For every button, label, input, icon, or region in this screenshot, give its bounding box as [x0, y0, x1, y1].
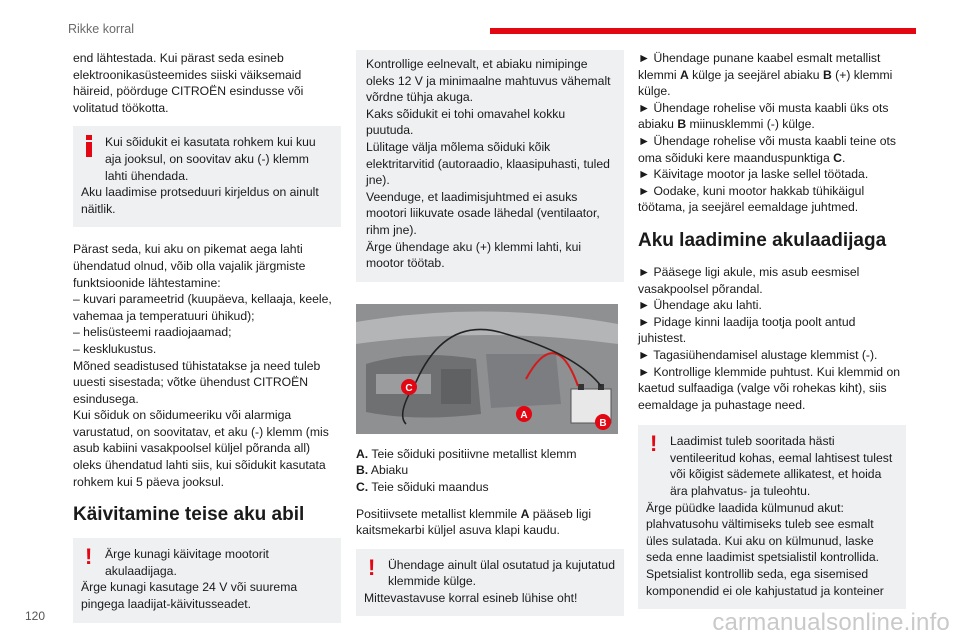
note-text: Kontrollige eelnevalt, et abiaku nimipinge oleks 12 V ja minimaalne mahtuvus vähemalt võrdne tühja akuga.	[366, 57, 611, 105]
note-text: Lülitage välja mõlema sõiduki kõik elektritarvitid (autoraadio, klaasipuhasti, tuled jne).	[366, 139, 610, 188]
info-text: Kui sõidukit ei kasutata rohkem kui kuu aja jooksul, on soovitav aku (-) klemm lahti ühendada.	[105, 135, 316, 183]
label-b: B	[599, 417, 607, 429]
warning-icon: !	[368, 554, 376, 580]
step-item: ► Pidage kinni laadija tootja poolt antud juhistest.	[638, 314, 856, 346]
watermark: carmanualsonline.info	[712, 609, 950, 636]
info-text: Aku laadimise protseduuri kirjeldus on ainult näitlik.	[81, 185, 319, 216]
jump-start-illustration	[356, 304, 618, 434]
warning-text: Ärge kunagi kasutage 24 V või suurema pingega laadijat-käivitusseadet.	[81, 580, 298, 612]
note-text: Ärge ühendage aku (+) klemmi lahti, kui mootor töötab.	[366, 239, 582, 271]
list-item: – helisüsteemi raadiojaamad;	[73, 325, 232, 340]
warning-box	[356, 549, 624, 617]
column-3	[638, 50, 906, 623]
warning-text: Ühendage ainult ülal osutatud ja kujutatud klemmide külge.	[388, 557, 615, 589]
header-accent-bar	[490, 28, 916, 34]
step-item: ► Ühendage rohelise või musta kaabli üks ots abiaku B miinusklemmi (-) külge.	[638, 100, 889, 132]
paragraph-group	[73, 241, 341, 490]
note-text: Veenduge, et laadimisjuhtmed ei asuks mootori liikuvate osade lähedal (ventilaator, rihm jne).	[366, 189, 600, 237]
figure-legend	[356, 446, 624, 496]
step-item: ► Ühendage rohelise või musta kaabli teine ots oma sõiduki kere maanduspunktiga C.	[638, 133, 896, 165]
warning-icon: !	[650, 431, 658, 457]
legend-item: C. Teie sõiduki maandus	[356, 479, 489, 494]
list-item: – kesklukustus.	[73, 341, 157, 356]
step-item: ► Ühendage punane kaabel esmalt metallist klemmi A külge ja seejärel abiaku B (+) klemmi külge.	[638, 51, 893, 99]
section-heading: Aku laadimine akulaadijaga	[638, 229, 887, 251]
warning-text: Ärge kunagi käivitage mootorit akulaadijaga.	[105, 547, 269, 578]
step-list	[638, 264, 906, 413]
warning-icon: !	[85, 544, 93, 570]
note-text: Kaks sõidukit ei tohi omavahel kokku puutuda.	[366, 106, 566, 138]
column-2	[356, 50, 624, 630]
engine-bay-drawing	[356, 304, 618, 434]
label-c: C	[405, 382, 413, 394]
step-list	[638, 50, 906, 216]
paragraph: Mõned seadistused tühistatakse ja need tuleb uuesti sisestada; võtke ühendust CITROËN esindusega.	[73, 358, 321, 406]
label-a: A	[520, 409, 528, 421]
step-item: ► Käivitage mootor ja laske sellel töötada.	[638, 167, 869, 182]
paragraph: end lähtestada. Kui pärast seda esineb elektroonikasüsteemides siiski väiksemaid häireid, pöörduge CITROËN esindusse või volitatud töökotta.	[73, 51, 304, 115]
paragraph: Kui sõiduk on sõidumeeriku või alarmiga varustatud, on soovitatav, et aku (-) klemm (mis asub kabiini vasakpoolsel küljel põranda all) oleks ühendatud lahti siis, kui sõidukit kasutata rohkem kui 5 päeva jooksul.	[73, 408, 329, 489]
legend-item: A. Teie sõiduki positiivne metallist klemm	[356, 446, 577, 461]
info-icon	[85, 135, 93, 157]
section-heading: Käivitamine teise aku abil	[73, 504, 305, 526]
warning-text: Mittevastavuse korral esineb lühise oht!	[364, 590, 578, 605]
warning-text: Laadimist tuleb sooritada hästi ventileeritud kohas, eemal lahtisest tulest või kõigist sädemete allikatest, et hoida ära plahvatus- ja tuleohtu.	[670, 434, 893, 499]
step-item: ► Pääsege ligi akule, mis asub eesmisel vasakpoolsel põrandal.	[638, 264, 860, 296]
step-item: ► Kontrollige klemmide puhtust. Kui klemmid on kaetud sulfaadiga (valge või rohekas kiht), siis eemaldage ja puhastage need.	[638, 364, 901, 412]
step-item: ► Tagasiühendamisel alustage klemmist (-).	[638, 347, 878, 362]
paragraph: Pärast seda, kui aku on pikemat aega lahti ühendatud olnud, võib olla vajalik järgmiste funktsioonide lähtestamine:	[73, 242, 306, 290]
paragraph: Positiivsete metallist klemmile A pääseb ligi kaitsmekarbi küljel asuva klapi kaudu.	[356, 506, 592, 538]
column-1	[73, 50, 341, 637]
warning-text: Ärge püüdke laadida külmunud akut: plahvatusohu vältimiseks tuleb see esmalt üles sulatada. Kui aku on külmunud, laske seda enne laadimist spetsialistil kontrollida. Spetsialist kontrollib seda, ega sisemised komponendid ei ole kahjustatud ja konteiner	[646, 500, 884, 598]
info-box	[73, 126, 341, 227]
legend-item: B. Abiaku	[356, 463, 409, 478]
note-box	[356, 50, 624, 282]
page-number: 120	[25, 609, 46, 623]
header-title: Rikke korral	[68, 22, 134, 36]
list-item: – kuvari parameetrid (kuupäeva, kellaaja, keele, vahemaa ja temperatuuri ühikud);	[73, 292, 332, 323]
warning-box	[638, 425, 906, 609]
step-item: ► Oodake, kuni mootor hakkab tühikäigul töötama, ja seejärel eemaldage juhtmed.	[638, 183, 865, 215]
step-item: ► Ühendage aku lahti.	[638, 298, 762, 313]
warning-box	[73, 538, 341, 622]
